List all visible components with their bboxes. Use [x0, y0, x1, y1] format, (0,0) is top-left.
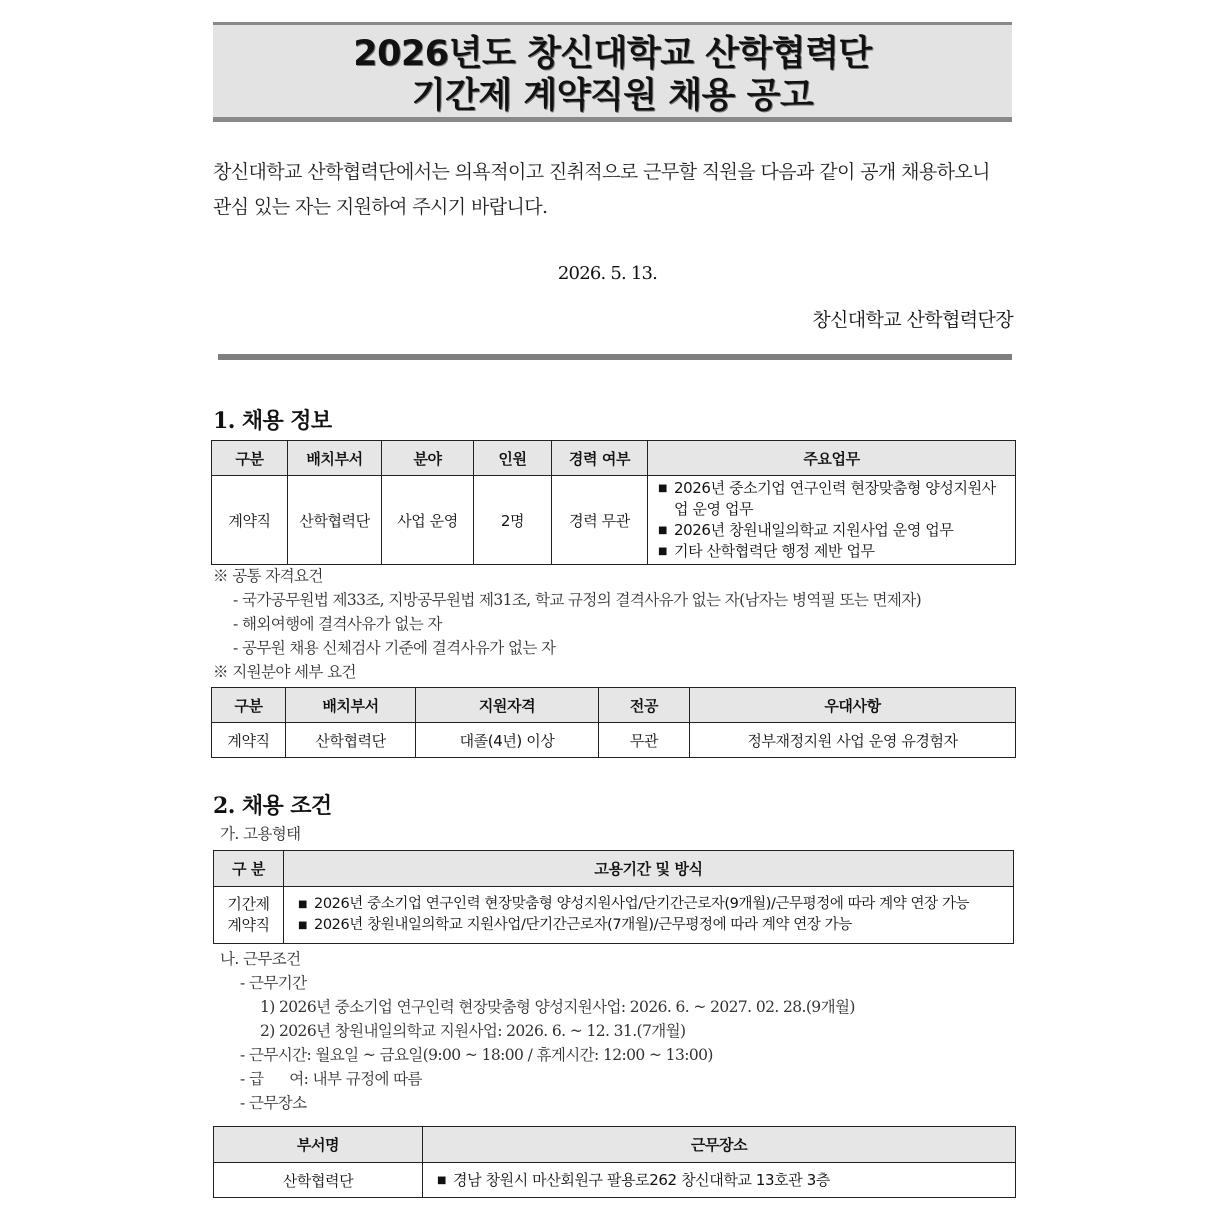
announcement-date: 2026. 5. 13.	[557, 263, 658, 284]
employment-type-title: 가. 고용형태	[220, 825, 301, 843]
address-list	[435, 1170, 1015, 1191]
table-cell: 무관	[599, 723, 690, 758]
employment-type-line-2: 계약직	[227, 916, 270, 934]
duties-list	[656, 478, 1009, 562]
work-place-title: - 근무장소	[240, 1094, 307, 1112]
table-header-row	[214, 1127, 1016, 1163]
header-cell: 배치부서	[286, 688, 416, 723]
list-item: ■ 2026년 중소기업 연구인력 현장맞춤형 양성지원사업/단기간근로자(9개월)/근무평정에 따라 계약 연장 가능	[296, 894, 1005, 915]
header-cell: 근무장소	[423, 1127, 1016, 1163]
work-conditions-title: 나. 근무조건	[220, 950, 301, 968]
employment-type-line-1: 기간제	[227, 895, 270, 913]
intro-line-2: 관심 있는 자는 지원하여 주시기 바랍니다.	[213, 196, 548, 218]
employment-table	[213, 850, 1014, 944]
header-cell: 인원	[474, 441, 552, 476]
cell-employment-type	[214, 887, 284, 944]
cell-count: 2명	[474, 476, 552, 565]
common-requirements	[213, 564, 921, 684]
header-cell: 지원자격	[416, 688, 599, 723]
header-cell: 우대사항	[690, 688, 1016, 723]
list-item: ■ 2026년 창원내일의학교 지원사업/단기간근로자(7개월)/근무평정에 따라 계약 연장 가능	[296, 915, 1005, 936]
issuer: 창신대학교 산학협력단장	[812, 309, 1013, 331]
work-place-table	[213, 1126, 1016, 1198]
pay: - 급 여: 내부 규정에 따름	[240, 1070, 422, 1088]
divider	[218, 354, 1012, 360]
list-item: - 공무원 채용 신체검사 기준에 결격사유가 없는 자	[233, 639, 556, 657]
announcement-title-box	[213, 22, 1012, 122]
header-cell: 전공	[599, 688, 690, 723]
header-cell: 구 분	[214, 851, 284, 887]
table-cell: 산학협력단	[286, 723, 416, 758]
list-item: - 해외여행에 결격사유가 없는 자	[233, 615, 442, 633]
intro-paragraph	[213, 155, 1018, 225]
header-cell: 구분	[212, 441, 288, 476]
detail-requirements-title: ※ 지원분야 세부 요건	[213, 663, 356, 681]
list-item: - 국가공무원법 제33조, 지방공무원법 제31조, 학교 규정의 결격사유가 없는 자(남자는 병역필 또는 면제자)	[233, 591, 922, 609]
table-header-row	[214, 851, 1014, 887]
header-cell: 배치부서	[288, 441, 382, 476]
header-cell: 경력 여부	[552, 441, 648, 476]
list-item: ■ 2026년 중소기업 연구인력 현장맞춤형 양성지원사업 운영 업무	[656, 478, 1009, 520]
header-cell: 분야	[382, 441, 474, 476]
title-line-2: 기간제 계약직원 채용 공고	[411, 76, 814, 116]
table-cell: 대졸(4년) 이상	[416, 723, 599, 758]
table-header-row	[212, 441, 1016, 476]
work-conditions	[220, 947, 855, 1115]
common-requirements-title: ※ 공통 자격요건	[213, 567, 323, 585]
cell-dept: 산학협력단	[214, 1163, 423, 1198]
header-cell: 주요업무	[648, 441, 1016, 476]
cell-address	[423, 1163, 1016, 1198]
table-cell: 계약직	[212, 723, 286, 758]
title-line-1: 2026년도 창신대학교 산학협력단	[353, 34, 872, 74]
work-hours: - 근무시간: 월요일 ~ 금요일(9:00 ~ 18:00 / 휴게시간: 12:00 ~ 13:00)	[240, 1046, 713, 1064]
table-header-row	[212, 688, 1016, 723]
header-cell: 고용기간 및 방식	[284, 851, 1014, 887]
table-row	[214, 887, 1014, 944]
work-period-2: 2) 2026년 창원내일의학교 지원사업: 2026. 6. ~ 12. 31.(7개월)	[260, 1022, 686, 1040]
list-item: ■ 기타 산학협력단 행정 제반 업무	[656, 541, 1009, 562]
section-2-title: 2. 채용 조건	[213, 793, 332, 819]
table-row	[212, 476, 1016, 565]
intro-line-1: 창신대학교 산학협력단에서는 의욕적이고 진취적으로 근무할 직원을 다음과 같이 공개 채용하오니	[213, 161, 990, 183]
cell-type: 계약직	[212, 476, 288, 565]
cell-dept: 산학협력단	[288, 476, 382, 565]
section-1-title: 1. 채용 정보	[213, 408, 332, 434]
cell-employment-terms	[284, 887, 1014, 944]
work-period-title: - 근무기간	[240, 974, 307, 992]
list-item: ■ 2026년 창원내일의학교 지원사업 운영 업무	[656, 520, 1009, 541]
employment-terms-list	[296, 894, 1005, 936]
header-cell: 부서명	[214, 1127, 423, 1163]
cell-field: 사업 운영	[382, 476, 474, 565]
work-period-1: 1) 2026년 중소기업 연구인력 현장맞춤형 양성지원사업: 2026. 6. ~ 2027. 02. 28.(9개월)	[260, 998, 855, 1016]
table-row	[214, 1163, 1016, 1198]
detail-requirements-table	[211, 687, 1016, 758]
cell-duties	[648, 476, 1016, 565]
header-cell: 구분	[212, 688, 286, 723]
table-row	[212, 723, 1016, 758]
list-item: ■ 경남 창원시 마산회원구 팔용로262 창신대학교 13호관 3층	[435, 1170, 1015, 1191]
cell-career: 경력 무관	[552, 476, 648, 565]
recruitment-info-table	[211, 440, 1016, 565]
table-cell: 정부재정지원 사업 운영 유경험자	[690, 723, 1016, 758]
